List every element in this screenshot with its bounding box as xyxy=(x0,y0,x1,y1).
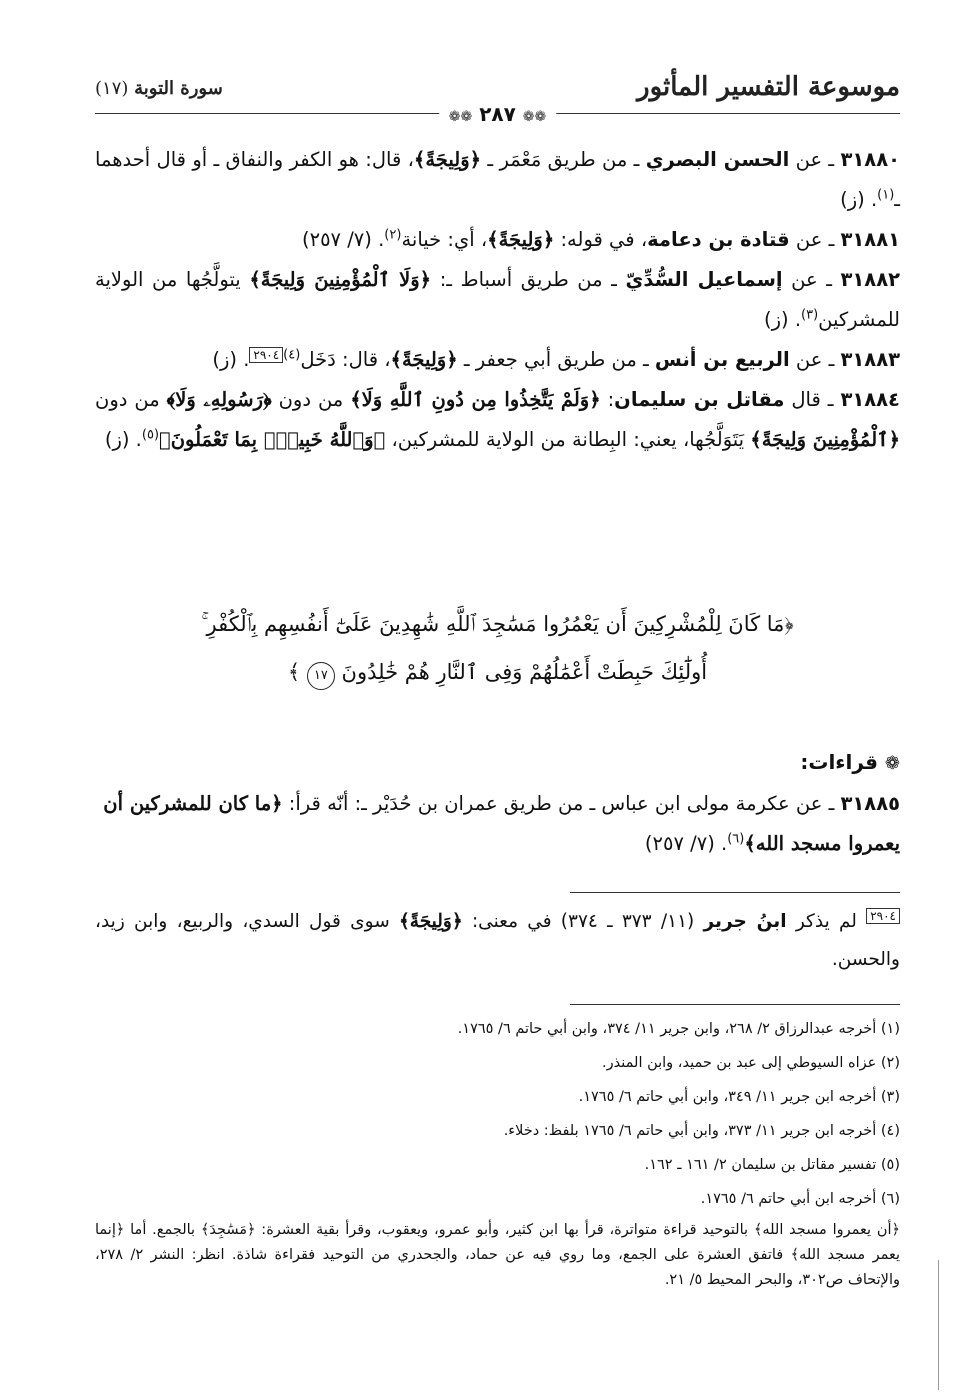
ornament-icon: ❁❁ xyxy=(522,109,547,125)
narration-entry xyxy=(95,340,900,380)
narration-text: ، في قوله: xyxy=(554,228,648,251)
narration-text: ـ من طريق أبي جعفر ـ xyxy=(457,348,655,371)
narrator-name: إسماعيل السُّدِّيّ xyxy=(625,268,783,291)
narration-text: ـ عن عكرمة مولى ابن عباس ـ من طريق عمران بن حُدَيْر ـ: أنّه قرأ: xyxy=(282,792,841,815)
narrator-name: الحسن البصري xyxy=(645,148,790,171)
narration-number: ٣١٨٨٠ xyxy=(840,148,900,171)
narration-text: من دون xyxy=(95,388,167,411)
quran-quote: ﴿ٱلْمُؤْمِنِينَ وَلِيجَةً﴾ xyxy=(750,428,900,451)
book-title: موسوعة التفسير المأثور xyxy=(637,72,900,102)
narration-text: ـ عن xyxy=(789,228,841,251)
quran-quote: ﴿وَلِيجَةً﴾ xyxy=(390,348,458,371)
commentary-text: سوى قول السدي، والربيع، وابن زيد، والحسن. xyxy=(95,911,900,970)
narration-text: ـ من طريق مَعْمَر ـ xyxy=(481,148,646,171)
narration-entry xyxy=(95,260,900,340)
quran-quote: ﴿رَسُولِهِۦ وَلَا﴾ xyxy=(166,388,272,411)
narration-source: . (ز) xyxy=(104,428,142,451)
readings-section xyxy=(95,742,900,864)
narration-number: ٣١٨٨٥ xyxy=(840,792,900,815)
scholar-name: ابنُ جرير xyxy=(703,911,787,932)
commentary-ref-box: ٢٩٠٤ xyxy=(249,347,283,363)
commentary-text: لم يذكر xyxy=(786,911,867,932)
narration-text: من دون xyxy=(271,388,351,411)
footnote: (١) أخرجه عبدالرزاق ٢/ ٢٦٨، وابن جرير ١١/ ٣٧٤، وابن أبي حاتم ٦/ ١٧٦٥. xyxy=(457,1021,900,1037)
narration-source: . (ز) xyxy=(763,308,802,331)
commentary-ref-box: ٢٩٠٤ xyxy=(866,908,900,924)
narrator-name: قتادة بن دعامة xyxy=(647,228,790,251)
narration-number: ٣١٨٨٢ xyxy=(840,268,901,291)
quran-quote: ﴿وَلَا ٱلْمُؤْمِنِينَ وَلِيجَةً﴾ xyxy=(249,268,432,291)
quran-quote: ﴿وَلِيجَةً﴾ xyxy=(413,148,482,171)
page-number: ٢٨٧ xyxy=(479,102,516,126)
narration-text: ـ من طريق أسباط ـ: xyxy=(431,268,626,291)
narration-source: . (ز) xyxy=(212,348,250,371)
footnote-continuation: ﴿أن يعمروا مسجد الله﴾ بالتوحيد قراءة متواترة، قرأ بها ابن كثير، وأبو عمرو، ويعقوب، وقرأ بقية العشرة: ﴿مَسَٰجِدَ﴾ بالجمع. أما ﴿إنما يعمر مسجد الله﴾ فاتفق العشرة على الجمع، وما روي فيه عن حماد، والجحدري من التوحيد فقراءة شاذة. انظر: النشر ٢/ ٢٧٨، والإتحاف ص٣٠٢، والبحر المحيط ٥/ ٢١. xyxy=(95,1222,900,1288)
page-header xyxy=(95,70,900,130)
narration-text: ـ عن xyxy=(789,148,841,171)
narration-text: يَتَوَلَّجُها، يعني: البِطانة من الولاية للمشركين، xyxy=(385,428,751,451)
footnote-ref: (٣) xyxy=(801,307,819,323)
footnote: (٢) عزاه السيوطي إلى عبد بن حميد، وابن المنذر. xyxy=(602,1055,900,1071)
narrations xyxy=(95,140,900,460)
narration-source: . (٧/ ٢٥٧) xyxy=(644,832,728,855)
footnote: (٣) أخرجه ابن جرير ١١/ ٣٤٩، وابن أبي حاتم ٦/ ١٧٦٥. xyxy=(578,1089,900,1105)
narration-text: ، قال: هو الكفر والنفاق ـ أو قال أحدهما ـ xyxy=(95,148,900,211)
footnote-ref: (٦) xyxy=(727,831,745,847)
commentary-text: (١١/ ٣٧٣ ـ ٣٧٤) في معنى: xyxy=(462,911,704,932)
quran-quote: ﴿وَلِيجَةً﴾ xyxy=(398,911,463,932)
narration-number: ٣١٨٨٤ xyxy=(840,388,900,411)
quran-quote: ﴿وَٱللَّهُ خَبِيرٌۢ بِمَا تَعْمَلُونَ﴾ xyxy=(159,428,386,451)
verse-line: أُولَٰٓئِكَ حَبِطَتْ أَعْمَٰلُهُمْ وَفِى ٱلنَّارِ هُمْ خَٰلِدُونَ xyxy=(341,660,708,684)
narration-number: ٣١٨٨٣ xyxy=(840,348,900,371)
page-number-rule xyxy=(95,100,900,128)
narration-text: ـ عن xyxy=(782,268,841,291)
footnote-ref: (٢) xyxy=(384,227,402,243)
narration-number: ٣١٨٨١ xyxy=(840,228,900,251)
narration-source: . (٧/ ٢٥٧) xyxy=(301,228,385,251)
verse-line: ﴿مَا كَانَ لِلْمُشْرِكِينَ أَن يَعْمُرُوا مَسَٰجِدَ ٱللَّهِ شَٰهِدِينَ عَلَىٰٓ أَنفُسِهِم بِٱلْكُفْرِ ۚ xyxy=(201,612,794,636)
verse-line-2 xyxy=(95,648,900,696)
footnote-ref: (٤) xyxy=(283,347,301,363)
narration-text: يتولَّجُها من الولاية للمشركين xyxy=(95,268,900,331)
footnote-ref: (٥) xyxy=(141,427,160,443)
footnotes xyxy=(95,1012,900,1293)
narration-entry xyxy=(95,784,900,864)
section-heading xyxy=(95,742,900,784)
quran-quote: ﴿وَلِيجَةً﴾ xyxy=(487,228,555,251)
narration-text: ـ قال xyxy=(784,388,841,411)
flower-icon: ❁ xyxy=(884,753,900,774)
commentary-note xyxy=(95,903,900,979)
narration-entry xyxy=(95,380,900,460)
ornament-icon: ❁❁ xyxy=(448,109,473,125)
surah-number: (١٧) xyxy=(95,78,129,99)
narration-text: ، أي: خيانة xyxy=(401,228,488,251)
narration-source: . (ز) xyxy=(840,188,878,211)
footnote: (٦) أخرجه ابن أبي حاتم ٦/ ١٧٦٥. xyxy=(700,1191,900,1207)
commentary-divider xyxy=(570,892,900,893)
surah-name: سورة التوبة xyxy=(134,78,223,99)
narrator-name: الربيع بن أنس xyxy=(654,348,790,371)
quran-quote: ﴿وَلَمْ يَتَّخِذُوا مِن دُونِ ٱللَّهِ وَلَا﴾ xyxy=(350,388,601,411)
footnotes-divider xyxy=(570,1004,900,1005)
verse-close: ﴾ xyxy=(287,660,301,684)
footnote: (٤) أخرجه ابن جرير ١١/ ٣٧٣، وابن أبي حاتم ٦/ ١٧٦٥ بلفظ: دخلاء. xyxy=(503,1123,900,1139)
footnote: (٥) تفسير مقاتل بن سليمان ٢/ ١٦١ ـ ١٦٢. xyxy=(644,1157,900,1173)
narration-text: : xyxy=(600,388,615,411)
narration-entry xyxy=(95,220,900,260)
narration-text: ، قال: دَخَل xyxy=(300,348,391,371)
footnote-ref: (١) xyxy=(877,187,895,203)
quran-verse xyxy=(95,600,900,696)
narration-entry xyxy=(95,140,900,220)
section-title: قراءات: xyxy=(800,750,878,774)
verse-number-icon: ١٧ xyxy=(307,662,335,690)
narration-text: ـ عن xyxy=(789,348,841,371)
narrator-name: مقاتل بن سليمان xyxy=(614,388,785,411)
page-edge-line xyxy=(938,1260,939,1390)
quran-quote: ﴿ما كان للمشركين أن يعمروا مسجد الله﴾ xyxy=(103,792,900,855)
page-number-block xyxy=(439,102,557,126)
surah-label xyxy=(95,78,223,99)
